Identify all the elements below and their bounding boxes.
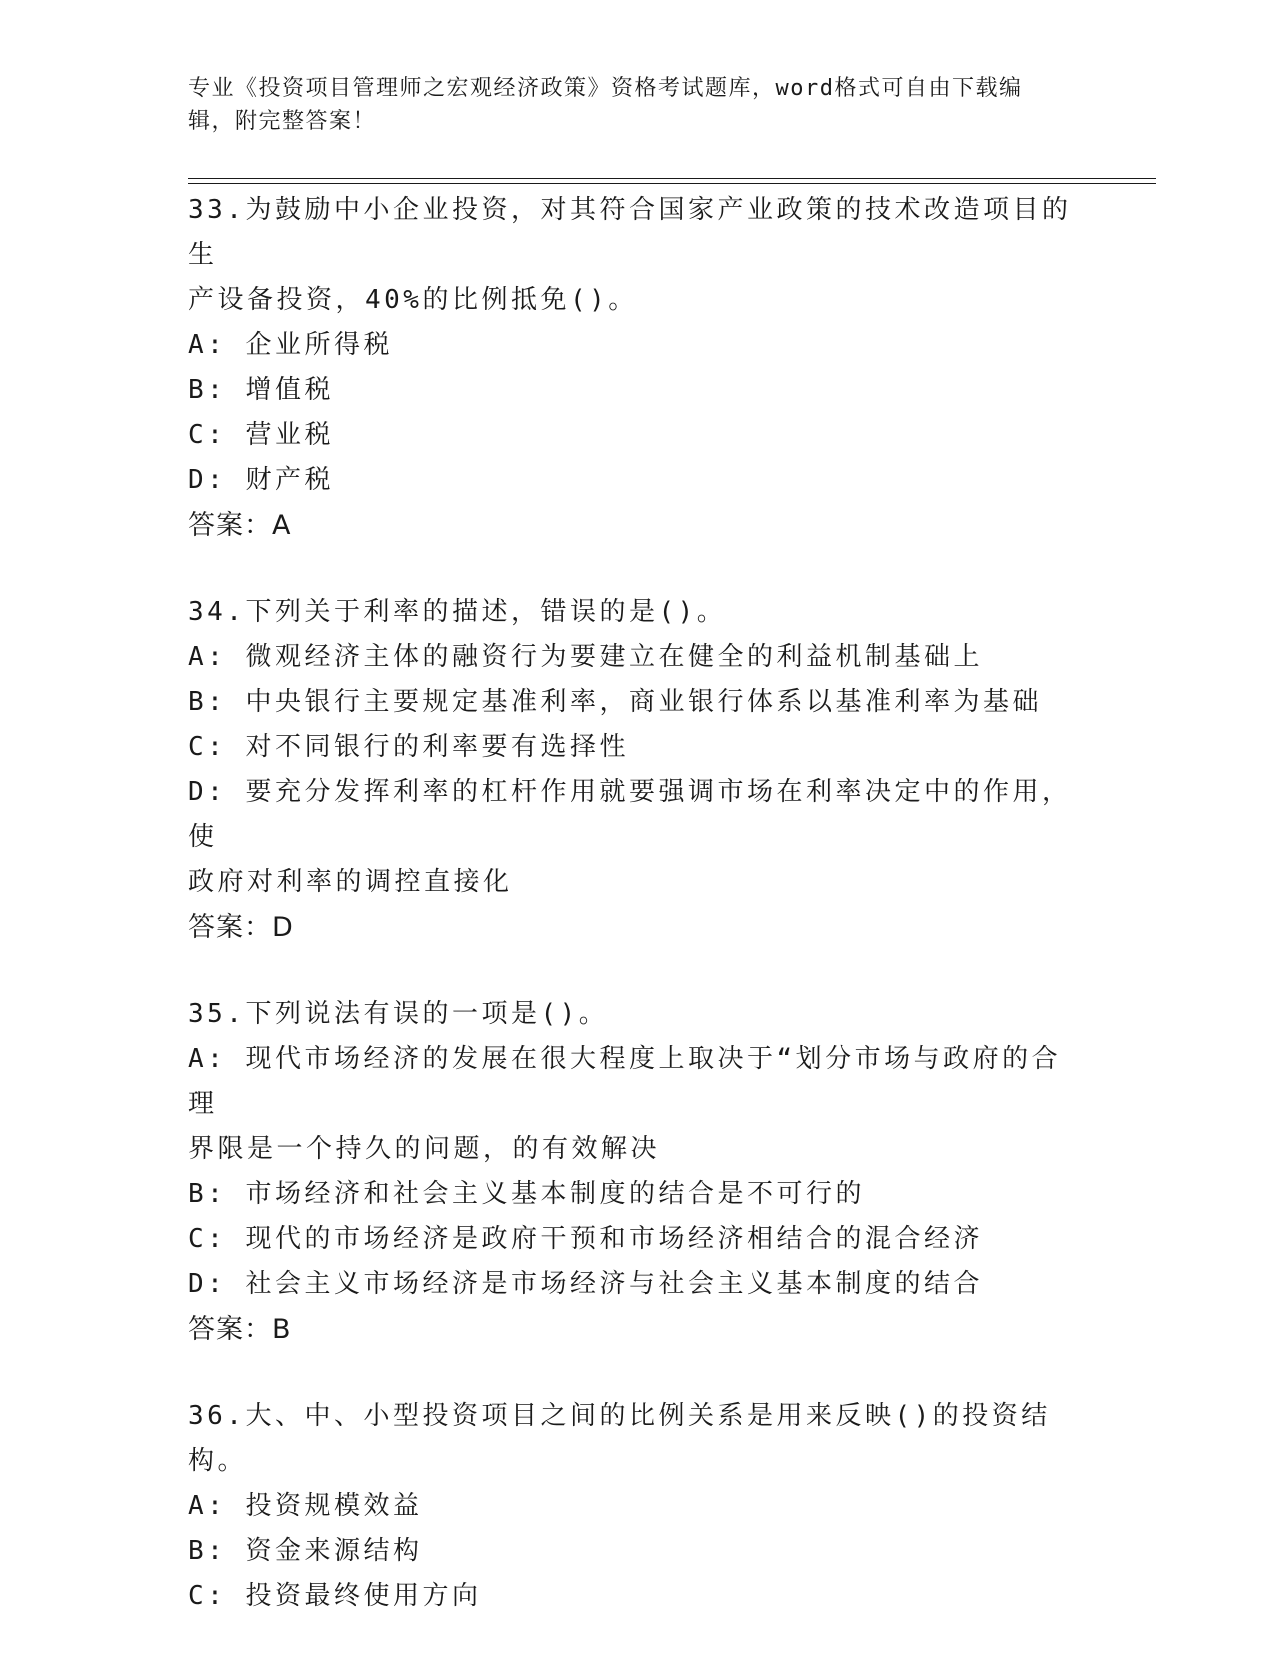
option-c: C: 对不同银行的利率要有选择性 <box>188 732 629 762</box>
option-c: C: 现代的市场经济是政府干预和市场经济相结合的混合经济 <box>188 1224 983 1254</box>
option-d: D: 要充分发挥利率的杠杆作用就要强调市场在利率决定中的作用，使 <box>188 777 1072 852</box>
question-33 <box>188 188 1088 548</box>
option-a: A: 微观经济主体的融资行为要建立在健全的利益机制基础上 <box>188 642 983 672</box>
option-a-continued: 界限是一个持久的问题，的有效解决 <box>188 1134 661 1164</box>
option-c: C: 营业税 <box>188 420 334 450</box>
answer: 答案：D <box>188 912 294 943</box>
option-b: B: 增值税 <box>188 375 334 405</box>
document-header <box>188 72 1088 138</box>
question-stem: 33.为鼓励中小企业投资，对其符合国家产业政策的技术改造项目的生 <box>188 195 1072 270</box>
header-divider-bottom <box>188 183 1156 184</box>
option-a: A: 企业所得税 <box>188 330 393 360</box>
option-c: C: 投资最终使用方向 <box>188 1581 482 1611</box>
header-divider-top <box>188 178 1156 179</box>
header-line-1: 专业《投资项目管理师之宏观经济政策》资格考试题库，word格式可自由下载编 <box>188 76 1023 101</box>
question-36 <box>188 1394 1088 1619</box>
option-d-continued: 政府对利率的调控直接化 <box>188 867 513 897</box>
option-b: B: 市场经济和社会主义基本制度的结合是不可行的 <box>188 1179 865 1209</box>
option-b: B: 资金来源结构 <box>188 1536 423 1566</box>
option-d: D: 社会主义市场经济是市场经济与社会主义基本制度的结合 <box>188 1269 983 1299</box>
question-stem: 34.下列关于利率的描述，错误的是()。 <box>188 597 727 627</box>
header-line-2: 辑，附完整答案！ <box>188 109 377 134</box>
question-list <box>188 188 1088 1661</box>
answer: 答案：A <box>188 510 292 541</box>
question-34 <box>188 590 1088 950</box>
option-a: A: 现代市场经济的发展在很大程度上取决于“划分市场与政府的合理 <box>188 1044 1062 1119</box>
question-35 <box>188 992 1088 1352</box>
answer: 答案：B <box>188 1314 292 1345</box>
option-d: D: 财产税 <box>188 465 334 495</box>
question-stem: 35.下列说法有误的一项是()。 <box>188 999 609 1029</box>
question-stem-continued: 产设备投资，40%的比例抵免()。 <box>188 285 638 315</box>
option-a: A: 投资规模效益 <box>188 1491 423 1521</box>
question-stem: 36.大、中、小型投资项目之间的比例关系是用来反映()的投资结构。 <box>188 1401 1051 1476</box>
option-b: B: 中央银行主要规定基准利率，商业银行体系以基准利率为基础 <box>188 687 1042 717</box>
